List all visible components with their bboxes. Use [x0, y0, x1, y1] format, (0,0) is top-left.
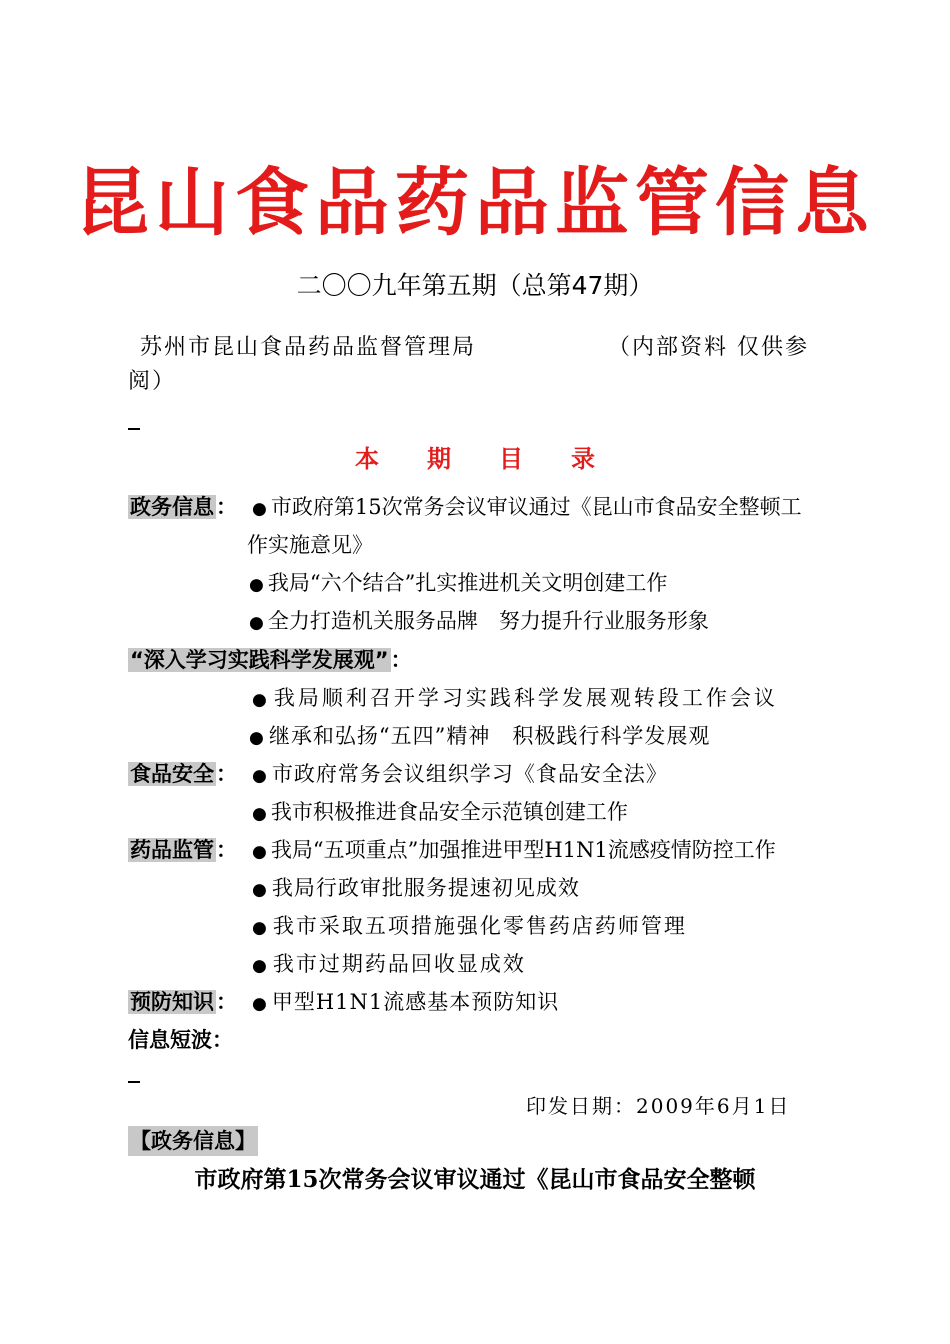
bullet-icon: ● — [252, 499, 267, 519]
bullet-icon: ● — [252, 842, 267, 862]
category-food — [128, 759, 237, 789]
toc-item-text: 市政府第15次常务会议审议通过《昆山市食品安全整顿工 — [270, 495, 802, 519]
category-label: 信息短波 — [128, 1028, 212, 1052]
print-date: 印发日期：2009年6月1日 — [526, 1094, 791, 1118]
category-label: “深入学习实践科学发展观” — [130, 648, 389, 672]
toc-title-char: 本 — [355, 445, 379, 473]
toc-item[interactable] — [252, 911, 687, 943]
category-colon: ： — [216, 495, 237, 519]
publisher: 苏州市昆山食品药品监督管理局 — [140, 335, 477, 360]
category-brief — [128, 1025, 233, 1055]
category-gov — [128, 492, 237, 522]
toc-item-text: 继承和弘扬“五四”精神 积极践行科学发展观 — [268, 724, 711, 748]
category-drug — [128, 835, 237, 865]
toc-item[interactable] — [249, 568, 667, 600]
bullet-icon: ● — [249, 728, 265, 748]
toc-title-char: 目 — [499, 445, 523, 473]
toc-item[interactable] — [252, 835, 776, 867]
divider-mark — [128, 1081, 140, 1083]
article-title: 市政府第15次常务会议审议通过《昆山市食品安全整顿 — [194, 1166, 756, 1193]
category-colon: ： — [216, 838, 237, 862]
category-colon: ： — [216, 762, 237, 786]
category-colon: ： — [216, 990, 237, 1014]
category-label: 食品安全 — [130, 762, 214, 786]
toc-item-text: 全力打造机关服务品牌 努力提升行业服务形象 — [267, 609, 709, 633]
category-label: 药品监管 — [130, 838, 214, 862]
toc-item-text: 市政府常务会议组织学习《食品安全法》 — [271, 762, 668, 786]
toc-item-text: 我局顺利召开学习实践科学发展观转段工作会议 — [273, 686, 778, 710]
category-colon: ： — [390, 648, 412, 672]
toc-item[interactable] — [252, 759, 668, 791]
toc-item-text: 我局“六个结合”扎实推进机关文明创建工作 — [267, 571, 668, 595]
issue-number: 二〇〇九年第五期（总第47期） — [296, 271, 654, 300]
internal-note: （内部资料 仅供参 — [608, 335, 809, 360]
category-label: 政务信息 — [130, 495, 214, 519]
category-study — [128, 645, 412, 675]
category-label: 预防知识 — [130, 990, 214, 1014]
bullet-icon: ● — [249, 613, 264, 633]
category-prevent — [128, 987, 237, 1017]
bullet-icon: ● — [252, 804, 267, 824]
bullet-icon: ● — [252, 766, 268, 786]
bullet-icon: ● — [252, 956, 269, 976]
toc-item[interactable] — [252, 492, 802, 524]
category-colon: ： — [212, 1028, 233, 1052]
divider-mark — [128, 428, 140, 430]
toc-title — [0, 441, 950, 477]
toc-item[interactable] — [252, 683, 778, 715]
toc-item[interactable] — [249, 606, 709, 638]
toc-item-text: 我局行政审批服务提速初见成效 — [271, 876, 580, 900]
section-label: 【政务信息】 — [128, 1126, 258, 1156]
bullet-icon: ● — [252, 918, 269, 938]
masthead-title: 昆山食品药品监管信息 — [75, 160, 875, 246]
bullet-icon: ● — [252, 690, 270, 710]
toc-item-cont: 作实施意见》 — [247, 533, 373, 557]
toc-item[interactable] — [252, 797, 628, 829]
toc-item-text: 我局“五项重点”加强推进甲型H1N1流感疫情防控工作 — [270, 838, 776, 862]
toc-item[interactable] — [249, 721, 710, 753]
internal-note-cont: 阅） — [128, 369, 177, 394]
toc-title-char: 期 — [427, 445, 451, 473]
toc-item[interactable] — [252, 949, 526, 981]
toc-item-text: 我市过期药品回收显成效 — [272, 952, 526, 976]
toc-item-text: 我市采取五项措施强化零售药店药师管理 — [272, 914, 687, 938]
toc-item-text: 甲型H1N1流感基本预防知识 — [271, 990, 560, 1014]
bullet-icon: ● — [252, 994, 268, 1014]
toc-item-text: 我市积极推进食品安全示范镇创建工作 — [270, 800, 628, 824]
toc-item[interactable] — [252, 873, 580, 905]
toc-item[interactable] — [252, 987, 559, 1019]
toc-title-char: 录 — [571, 445, 595, 473]
bullet-icon: ● — [252, 880, 268, 900]
bullet-icon: ● — [249, 575, 264, 595]
